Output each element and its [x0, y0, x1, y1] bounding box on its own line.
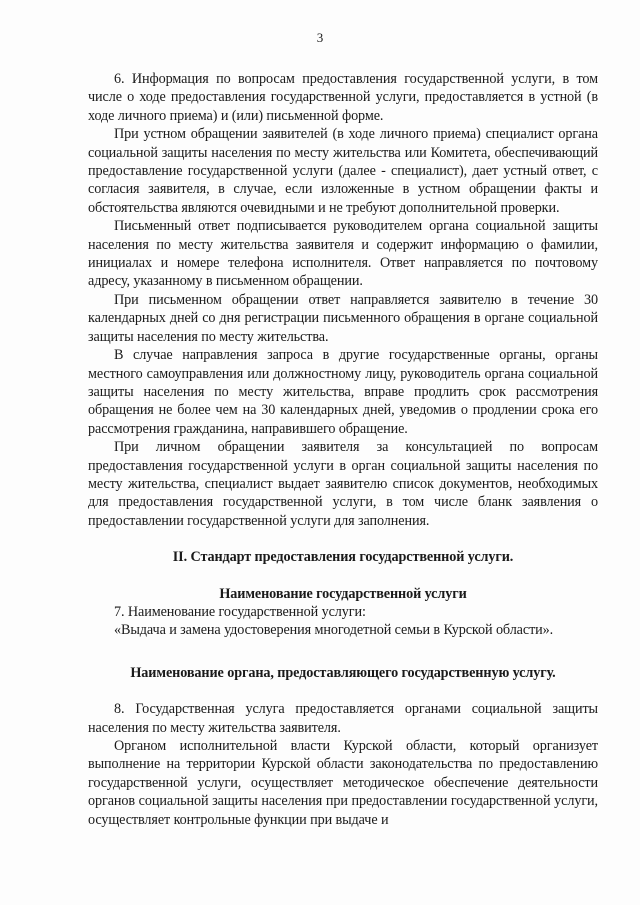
paragraph-executive-body: Органом исполнительной власти Курской области, который организует выполнение на территории Курской области законодательства по предоставлению государственной услуги, осуществляет методическое обеспечение деятельности органов социальной защиты населения при предоставлении государственной услуги, осуществляет контрольные функции при выдаче и	[88, 738, 598, 828]
item-7-service-title: «Выдача и замена удостоверения многодетной семьи в Курской области».	[114, 622, 554, 639]
paragraph-extension: В случае направления запроса в другие государственные органы, органы местного самоуправления или должностному лицу, руководитель органа социальной защиты населения по месту жительства, вправе продлить срок рассмотрения обращения не более чем на 30 календарных дней, уведомив о продлении срока его рассмотрения гражданина, направившего обращение.	[88, 347, 598, 437]
document-body	[88, 70, 598, 829]
subheading-service-name: Наименование государственной услуги	[219, 585, 467, 602]
subheading-authority: Наименование органа, предоставляющего государственную услугу.	[130, 664, 556, 681]
item-7-label: 7. Наименование государственной услуги:	[114, 603, 366, 620]
paragraph-8: 8. Государственная услуга предоставляется органами социальной защиты населения по месту жительства заявителя.	[88, 701, 598, 736]
paragraph-oral-request: При устном обращении заявителей (в ходе личного приема) специалист органа социальной защиты населения по месту жительства или Комитета, обеспечивающий предоставление государственной услуги (далее - специалист), дает устный ответ, с согласия заявителя, в случае, если изложенные в устном обращении факты и обстоятельства являются очевидными и не требуют дополнительной проверки.	[88, 126, 598, 216]
section-heading-standard: II. Стандарт предоставления государственной услуги.	[172, 549, 514, 566]
paragraph-written-request: При письменном обращении ответ направляется заявителю в течение 30 календарных дней со дня регистрации письменного обращения в органе социальной защиты населения по месту жительства.	[88, 291, 598, 345]
page-number: 3	[316, 30, 324, 45]
paragraph-6: 6. Информация по вопросам предоставления государственной услуги, в том числе о ходе предоставления государственной услуги, предоставляется в устной (в ходе личного приема) и (или) письменной форме.	[88, 71, 598, 124]
paragraph-personal-visit: При личном обращении заявителя за консультацией по вопросам предоставления государственной услуги в орган социальной защиты населения по месту жительства, специалист выдает заявителю список документов, необходимых для предоставления государственной услуги, в том числе бланк заявления о предоставлении государственной услуги для заполнения.	[88, 439, 598, 529]
paragraph-written-answer: Письменный ответ подписывается руководителем органа социальной защиты населения по месту жительства заявителя и содержит информацию о фамилии, инициалах и номере телефона исполнителя. Ответ направляется по почтовому адресу, указанному в письменном обращении.	[88, 218, 598, 290]
